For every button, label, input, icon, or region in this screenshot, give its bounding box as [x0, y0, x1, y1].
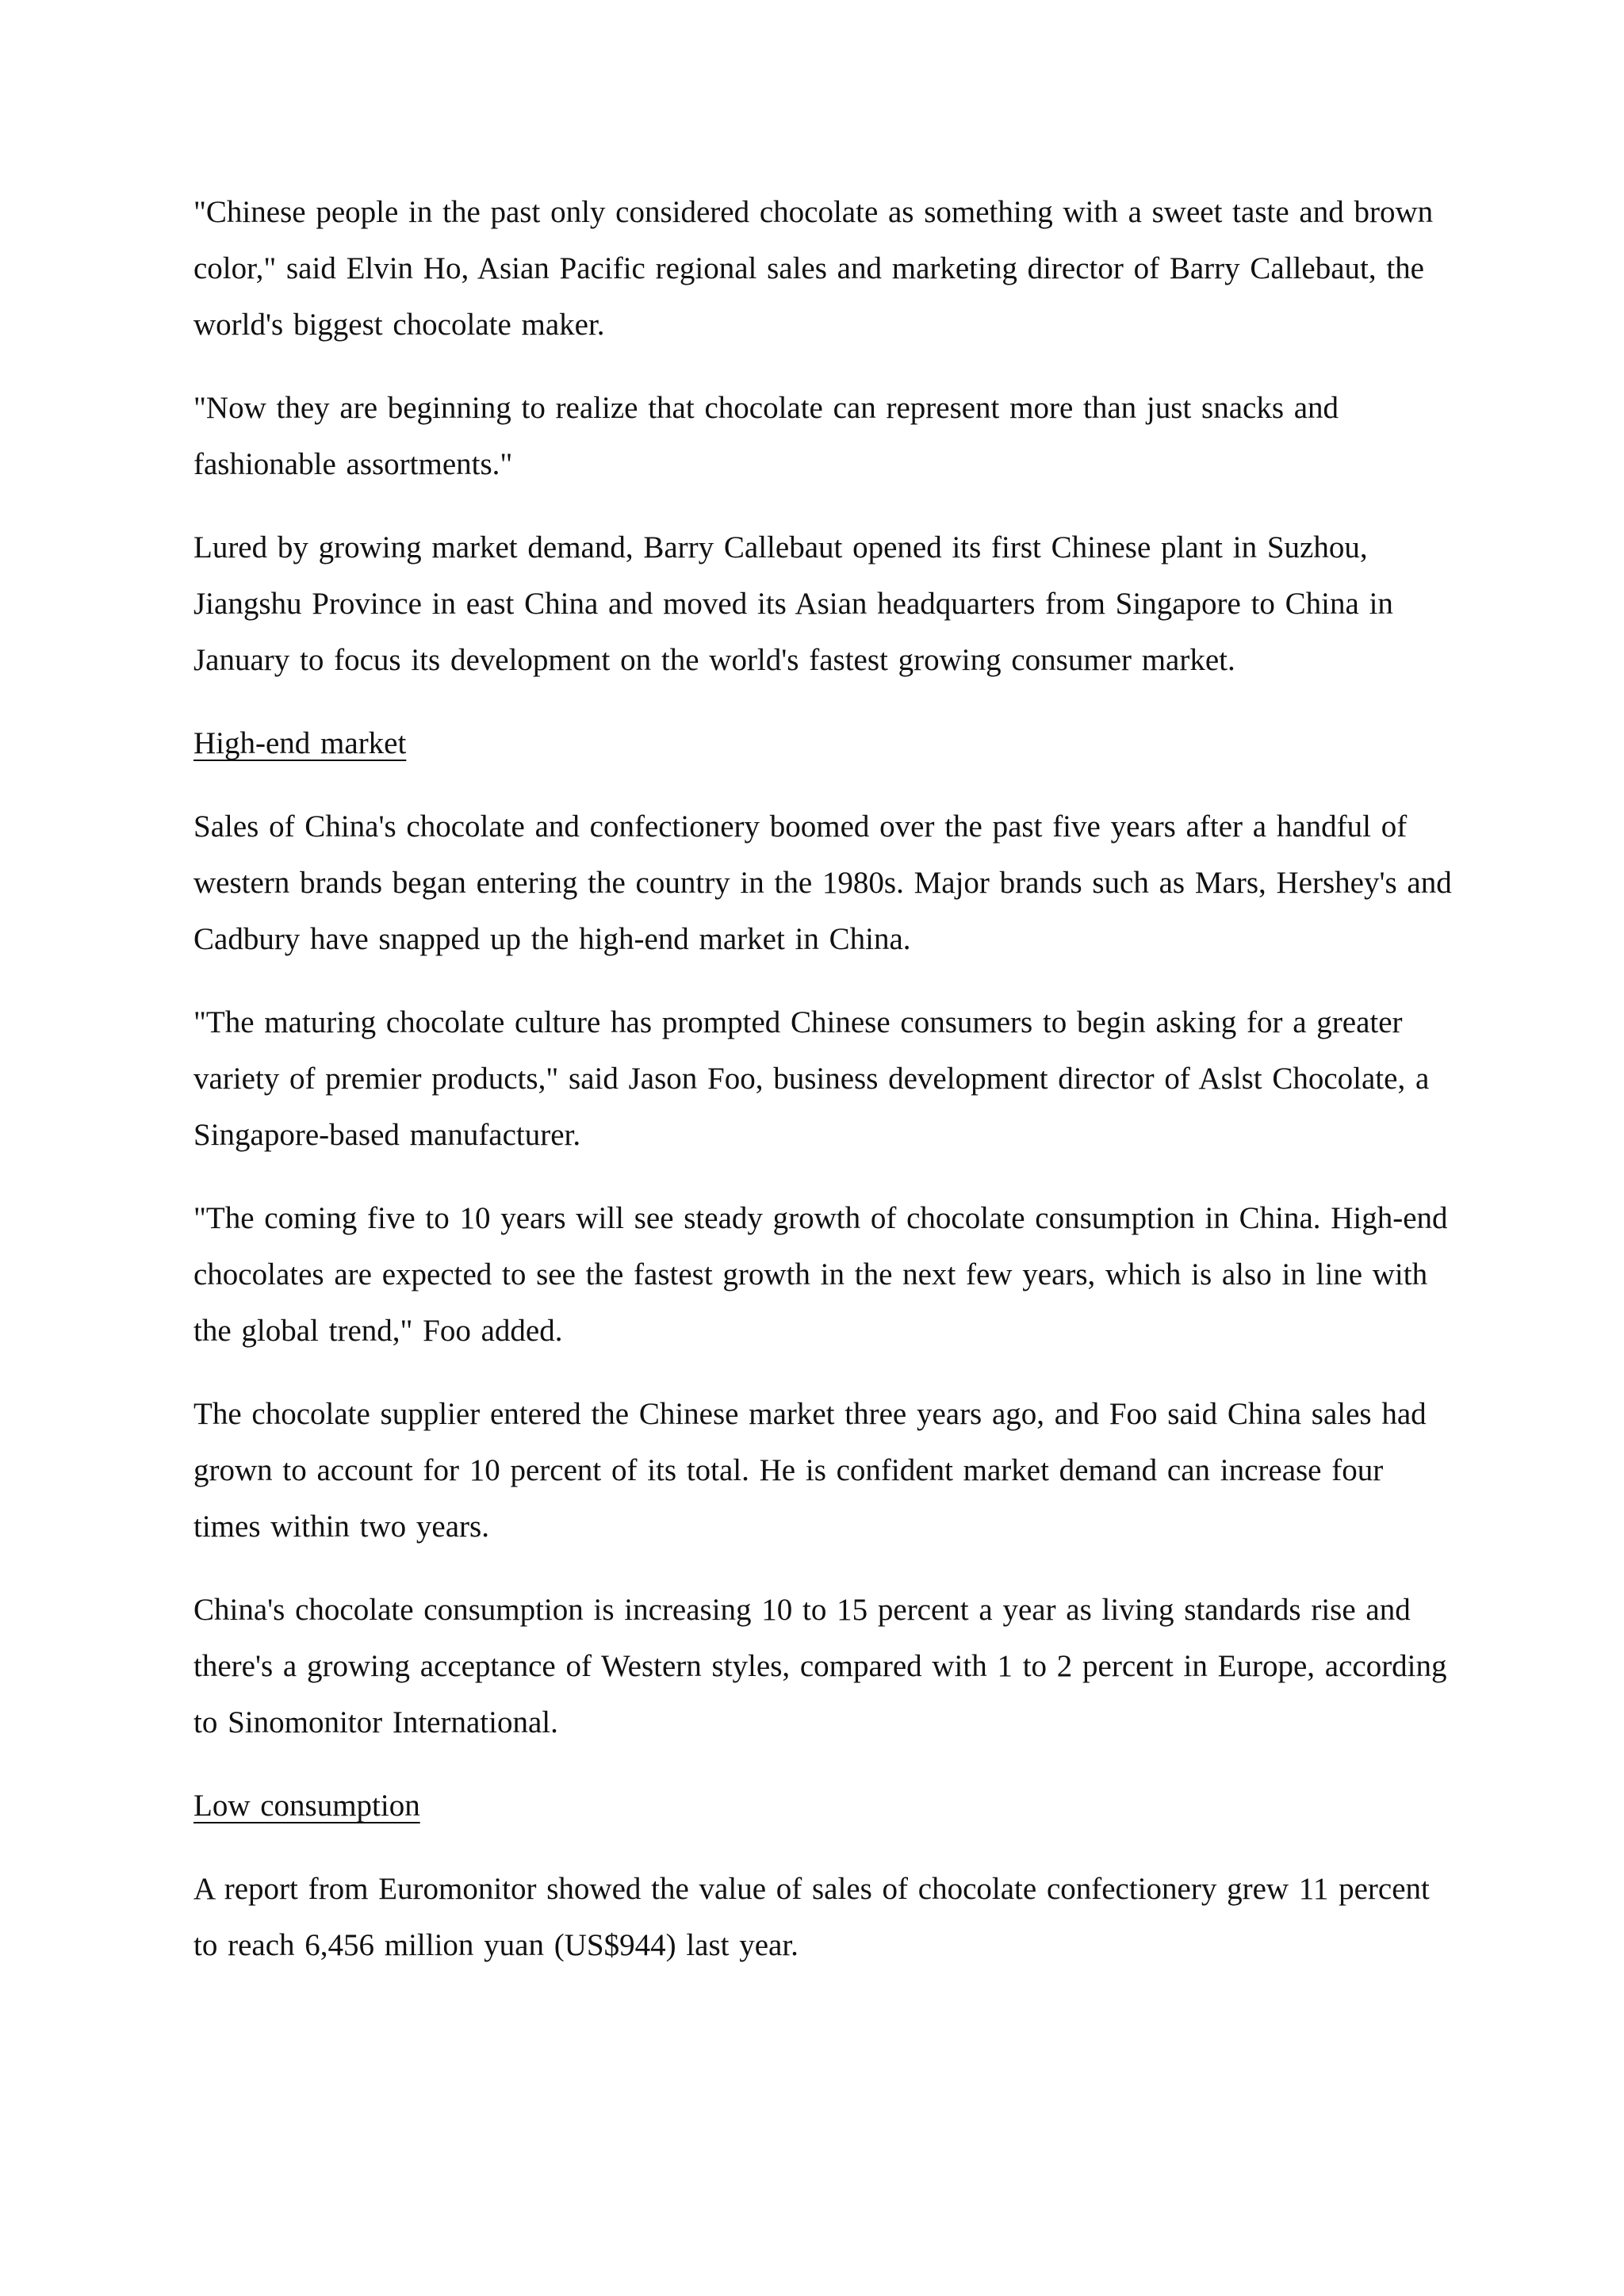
- paragraph-consumption-increasing: China's chocolate consumption is increasing 10 to 15 percent a year as living standards rise and there's a growing acceptance of Western styles, compared with 1 to 2 percent in Europe, according to Sinomonitor International.: [193, 1593, 1447, 1739]
- article-body: [193, 184, 1454, 2000]
- paragraph-sales-boomed: Sales of China's chocolate and confectionery boomed over the past five years after a handful of western brands began entering the country in the 1980s. Major brands such as Mars, Hershey's and Cadbury have snapped up the high-end market in China.: [193, 809, 1452, 956]
- paragraph-jason-foo-quote: "The maturing chocolate culture has prompted Chinese consumers to begin asking for a greater variety of premier products," said Jason Foo, business development director of Aslst Chocolate, a Singapore-based manufacturer.: [193, 1005, 1430, 1152]
- section-heading-high-end-market: High-end market: [193, 726, 407, 760]
- section-heading-low-consumption: Low consumption: [193, 1789, 420, 1823]
- paragraph-coming-years-quote: "The coming five to 10 years will see steady growth of chocolate consumption in China. High-end chocolates are expected to see the fastest growth in the next few years, which is also in line with the global trend," Foo added.: [193, 1201, 1448, 1348]
- paragraph-now-they-quote: "Now they are beginning to realize that chocolate can represent more than just snacks and fashionable assortments.": [193, 391, 1339, 481]
- paragraph-euromonitor-report: A report from Euromonitor showed the value of sales of chocolate confectionery grew 11 percent to reach 6,456 million yuan (US$944) last year.: [193, 1872, 1430, 1962]
- paragraph-supplier-entered: The chocolate supplier entered the Chinese market three years ago, and Foo said China sales had grown to account for 10 percent of its total. He is confident market demand can increase four times within two years.: [193, 1397, 1427, 1544]
- paragraph-elvin-ho-quote: "Chinese people in the past only considered chocolate as something with a sweet taste and brown color," said Elvin Ho, Asian Pacific regional sales and marketing director of Barry Callebaut, the world's biggest chocolate maker.: [193, 195, 1434, 342]
- paragraph-barry-callebaut-plant: Lured by growing market demand, Barry Callebaut opened its first Chinese plant in Suzhou, Jiangshu Province in east China and moved its Asian headquarters from Singapore to China in January to focus its development on the world's fastest growing consumer market.: [193, 530, 1393, 677]
